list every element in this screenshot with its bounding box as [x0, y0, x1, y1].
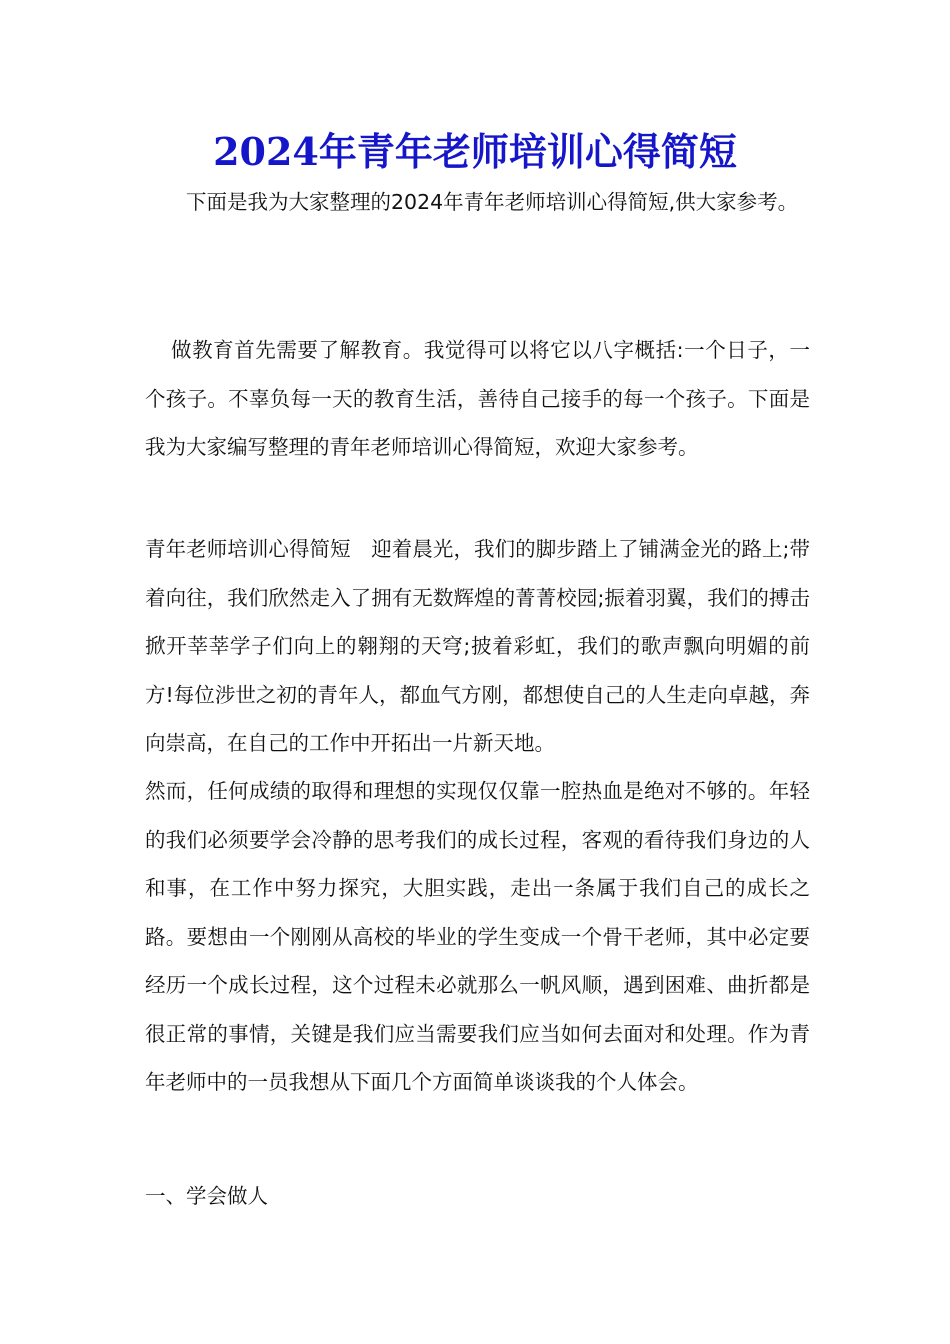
opening-paragraph: 做教育首先需要了解教育。我觉得可以将它以八字概括:一个日子，一个孩子。不辜负每一天的教育生活，善待自己接手的每一个孩子。下面是我为大家编写整理的青年老师培训心得简短，欢迎大家参考。 — [145, 338, 810, 459]
section-heading-1: 一、学会做人 — [145, 1184, 268, 1208]
main-paragraph: 青年老师培训心得简短 迎着晨光，我们的脚步踏上了铺满金光的路上;带着向往，我们欣然走入了拥有无数辉煌的菁菁校园;振着羽翼，我们的搏击掀开莘莘学子们向上的翱翔的天穹;披着彩虹，我们的歌声飘向明媚的前方!每位涉世之初的青年人，都血气方刚，都想使自己的人生走向卓越，奔向崇高，在自己的工作中开拓出一片新天地。 — [145, 537, 810, 755]
reflection-paragraph: 然而，任何成绩的取得和理想的实现仅仅靠一腔热血是绝对不够的。年轻的我们必须要学会冷静的思考我们的成长过程，客观的看待我们身边的人和事，在工作中努力探究，大胆实践，走出一条属于我们自己的成长之路。要想由一个刚刚从高校的毕业的学生变成一个骨干老师，其中必定要经历一个成长过程，这个过程未必就那么一帆风顺，遇到困难、曲折都是很正常的事情，关键是我们应当需要我们应当如何去面对和处理。作为青年老师中的一员我想从下面几个方面简单谈谈我的个人体会。 — [145, 779, 810, 1094]
intro-paragraph: 下面是我为大家整理的2024年青年老师培训心得简短,供大家参考。 — [186, 190, 799, 214]
document-title: 2024年青年老师培训心得简短 — [213, 129, 737, 174]
